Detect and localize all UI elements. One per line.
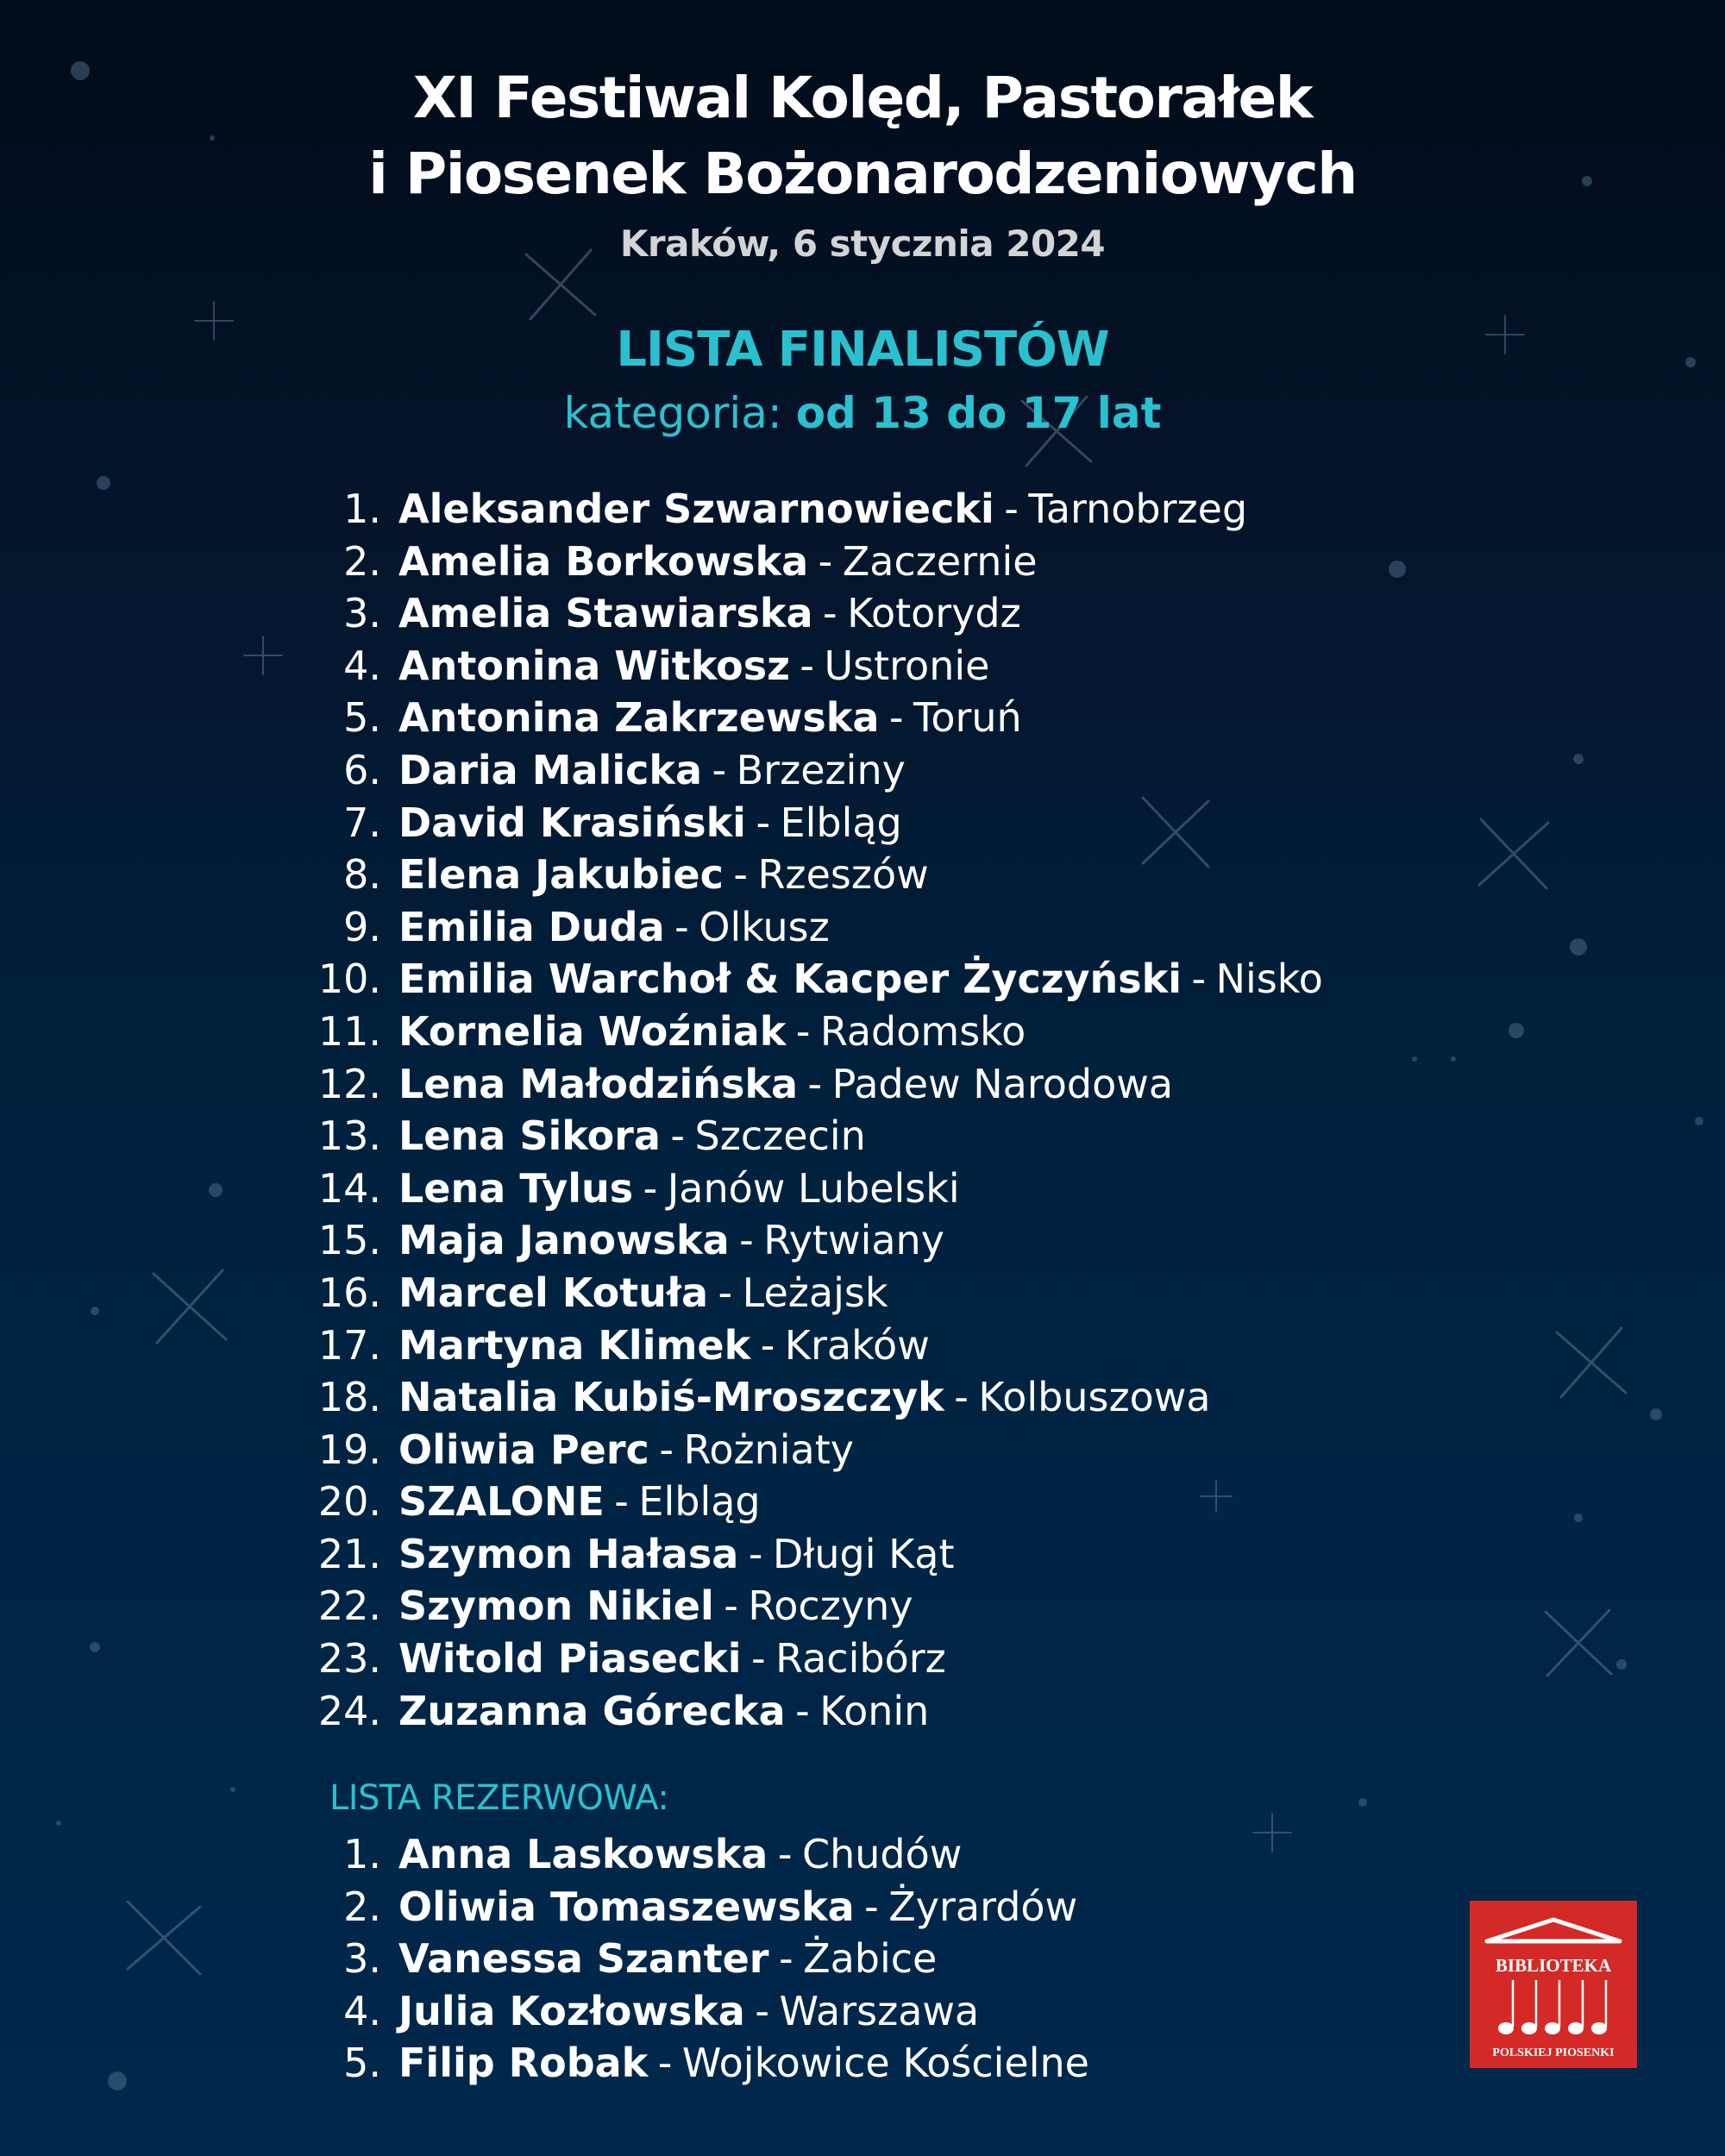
logo-text-top: BIBLIOTEKA <box>1495 1955 1612 1976</box>
participant-town: Roczyny <box>748 1583 913 1630</box>
separator: - <box>659 1426 674 1473</box>
item-number: 6. <box>343 746 381 793</box>
participant-name: Antonina Witkosz <box>398 642 790 689</box>
finalist-list-item <box>0 1110 1725 1163</box>
separator: - <box>778 1935 794 1983</box>
separator: - <box>807 1060 823 1107</box>
event-date-location: Kraków, 6 stycznia 2024 <box>619 222 1106 265</box>
reserve-list-item <box>0 2037 1725 2090</box>
participant-name: Antonina Zakrzewska <box>398 694 880 742</box>
finalist-list-item <box>0 587 1725 640</box>
finalist-list-item <box>0 1006 1725 1058</box>
participant-town: Ustronie <box>824 642 990 689</box>
item-number: 2. <box>343 1883 381 1930</box>
participant-town: Padew Narodowa <box>831 1060 1174 1107</box>
participant-town: Wojkowice Kościelne <box>681 2040 1089 2087</box>
finalist-list-item <box>0 797 1725 849</box>
participant-town: Kotorydz <box>847 590 1021 637</box>
finalist-list-item <box>0 849 1725 901</box>
participant-name: Anna Laskowska <box>398 1831 768 1877</box>
participant-town: Toruń <box>913 694 1022 742</box>
item-number: 15. <box>317 1217 381 1264</box>
item-number: 18. <box>317 1374 381 1421</box>
item-number: 11. <box>317 1007 381 1055</box>
item-number: 8. <box>343 851 381 899</box>
participant-town: Żyrardów <box>888 1883 1078 1930</box>
item-number: 17. <box>317 1321 381 1369</box>
category-value: od 13 do 17 lat <box>795 388 1162 438</box>
separator: - <box>739 1217 754 1264</box>
finalists-section-header <box>0 319 1725 445</box>
finalist-list-item <box>0 1424 1725 1476</box>
participant-name: Aleksander Szwarnowiecki <box>398 486 994 532</box>
separator: - <box>888 694 904 742</box>
separator: - <box>755 1987 769 2034</box>
item-number: 2. <box>343 537 381 585</box>
reserve-list <box>0 1828 1725 2090</box>
participant-name: Marcel Kotuła <box>398 1269 709 1316</box>
participant-town: Elbląg <box>638 1478 761 1526</box>
finalist-list-item <box>0 1163 1725 1215</box>
item-number: 12. <box>317 1060 381 1107</box>
separator: - <box>795 1007 811 1055</box>
participant-name: Lena Sikora <box>398 1112 661 1160</box>
participant-name: Szymon Nikiel <box>398 1583 714 1630</box>
participant-town: Brzeziny <box>736 746 906 793</box>
item-number: 13. <box>317 1112 381 1160</box>
finalist-list-item <box>0 1633 1725 1685</box>
item-number: 21. <box>317 1530 381 1577</box>
finalist-list-item <box>0 483 1725 536</box>
separator: - <box>1004 486 1019 532</box>
separator: - <box>864 1883 879 1930</box>
logo-text-bottom: POLSKIEJ PIOSENKI <box>1492 2046 1615 2059</box>
separator: - <box>657 2040 673 2087</box>
participant-name: Szymon Hałasa <box>398 1530 739 1577</box>
participant-town: Kraków <box>784 1321 930 1369</box>
item-number: 3. <box>343 590 381 637</box>
participant-name: SZALONE <box>398 1478 605 1526</box>
separator: - <box>822 590 837 637</box>
biblioteka-polskiej-piosenki-logo <box>1470 1901 1637 2068</box>
participant-name: Vanessa Szanter <box>398 1935 769 1983</box>
participant-name: Daria Malicka <box>398 746 702 793</box>
reserve-list-item <box>0 1933 1725 1985</box>
participant-town: Rzeszów <box>757 851 929 899</box>
participant-town: Olkusz <box>699 903 830 950</box>
participant-name: Lena Tylus <box>398 1164 634 1212</box>
separator: - <box>674 903 689 950</box>
participant-name: Maja Janowska <box>398 1217 730 1264</box>
separator: - <box>760 1321 775 1369</box>
item-number: 10. <box>317 956 381 1003</box>
item-number: 7. <box>343 799 381 846</box>
separator: - <box>795 1687 810 1734</box>
festival-title-line-2: i Piosenek Bożonarodzeniowych <box>368 141 1357 207</box>
item-number: 22. <box>317 1583 381 1630</box>
separator: - <box>818 537 833 585</box>
separator: - <box>712 746 727 793</box>
music-notes-icon <box>1498 1980 1607 2034</box>
finalist-list-item <box>0 901 1725 954</box>
finalist-list-item <box>0 640 1725 693</box>
participant-name: Kornelia Woźniak <box>398 1007 787 1055</box>
item-number: 4. <box>343 642 381 689</box>
participant-town: Leżajsk <box>742 1269 888 1316</box>
participant-name: Filip Robak <box>398 2040 649 2087</box>
participant-name: Oliwia Perc <box>398 1426 649 1473</box>
finalist-list-item <box>0 1685 1725 1738</box>
finalist-list-item <box>0 953 1725 1006</box>
participant-name: David Krasiński <box>398 799 746 846</box>
participant-name: Natalia Kubiś-Mroszczyk <box>398 1374 944 1421</box>
participant-name: Emilia Duda <box>398 903 665 950</box>
participant-town: Konin <box>819 1687 930 1734</box>
finalist-list-item <box>0 536 1725 588</box>
participant-name: Amelia Stawiarska <box>398 590 813 637</box>
separator: - <box>614 1478 629 1526</box>
item-number: 9. <box>343 903 381 950</box>
poster-header <box>0 60 1725 265</box>
participant-town: Nisko <box>1215 956 1323 1003</box>
separator: - <box>748 1530 763 1577</box>
item-number: 19. <box>317 1426 381 1473</box>
participant-town: Długi Kąt <box>772 1530 955 1577</box>
finalist-list-item <box>0 1214 1725 1267</box>
finalist-list-item <box>0 1058 1725 1111</box>
participant-name: Elena Jakubiec <box>398 851 724 899</box>
separator: - <box>724 1583 738 1630</box>
participant-name: Amelia Borkowska <box>398 537 809 585</box>
participant-town: Zaczernie <box>842 537 1038 585</box>
item-number: 1. <box>343 486 381 532</box>
separator: - <box>751 1635 766 1683</box>
item-number: 16. <box>317 1269 381 1316</box>
finalist-list-item <box>0 1319 1725 1372</box>
participant-name: Martyna Klimek <box>398 1321 751 1369</box>
finalist-list-item <box>0 692 1725 744</box>
item-number: 5. <box>343 694 381 742</box>
item-number: 14. <box>317 1164 381 1212</box>
item-number: 23. <box>317 1635 381 1683</box>
separator: - <box>1191 956 1207 1003</box>
participant-town: Warszawa <box>779 1987 980 2034</box>
separator: - <box>954 1374 969 1421</box>
separator: - <box>733 851 748 899</box>
participant-town: Szczecin <box>694 1112 866 1160</box>
roof-icon <box>1487 1920 1620 1941</box>
item-number: 1. <box>343 1831 381 1877</box>
separator: - <box>800 642 814 689</box>
finalist-list-item <box>0 1371 1725 1424</box>
participant-town: Radomsko <box>819 1007 1026 1055</box>
category-line <box>0 381 1725 445</box>
separator: - <box>670 1112 686 1160</box>
item-number: 24. <box>317 1687 381 1734</box>
finalist-list-item <box>0 1267 1725 1319</box>
participant-town: Żabice <box>803 1935 938 1983</box>
finalist-list-item <box>0 744 1725 797</box>
finalists-list-title: LISTA FINALISTÓW <box>616 322 1109 378</box>
separator: - <box>718 1269 733 1316</box>
participant-name: Oliwia Tomaszewska <box>398 1883 855 1930</box>
participant-town: Tarnobrzeg <box>1028 486 1248 532</box>
participant-town: Rożniaty <box>683 1426 855 1473</box>
item-number: 20. <box>317 1478 381 1526</box>
participant-name: Lena Małodzińska <box>398 1060 799 1107</box>
reserve-list-item <box>0 1985 1725 2038</box>
festival-title-line-1: XI Festiwal Kolęd, Pastorałek <box>412 65 1313 131</box>
participant-town: Rytwiany <box>763 1217 944 1264</box>
separator: - <box>777 1831 793 1877</box>
participant-town: Racibórz <box>775 1635 946 1683</box>
item-number: 5. <box>343 2040 381 2087</box>
reserve-list-item <box>0 1828 1725 1881</box>
participant-name: Zuzanna Górecka <box>398 1687 786 1734</box>
item-number: 4. <box>343 1987 381 2034</box>
reserve-list-title: LISTA REZERWOWA: <box>329 1778 669 1818</box>
finalists-list <box>0 483 1725 1737</box>
participant-name: Julia Kozłowska <box>398 1987 745 2034</box>
item-number: 3. <box>343 1935 381 1983</box>
participant-town: Janów Lubelski <box>667 1164 960 1212</box>
separator: - <box>756 799 771 846</box>
participant-name: Emilia Warchoł & Kacper Życzyński <box>398 956 1182 1003</box>
finalist-list-item <box>0 1528 1725 1581</box>
separator: - <box>643 1164 658 1212</box>
category-label: kategoria: <box>563 388 782 438</box>
participant-town: Kolbuszowa <box>978 1374 1211 1421</box>
finalist-list-item <box>0 1580 1725 1633</box>
reserve-list-item <box>0 1881 1725 1934</box>
participant-town: Chudów <box>801 1831 963 1877</box>
participant-town: Elbląg <box>780 799 902 846</box>
participant-name: Witold Piasecki <box>398 1635 742 1683</box>
finalist-list-item <box>0 1476 1725 1528</box>
